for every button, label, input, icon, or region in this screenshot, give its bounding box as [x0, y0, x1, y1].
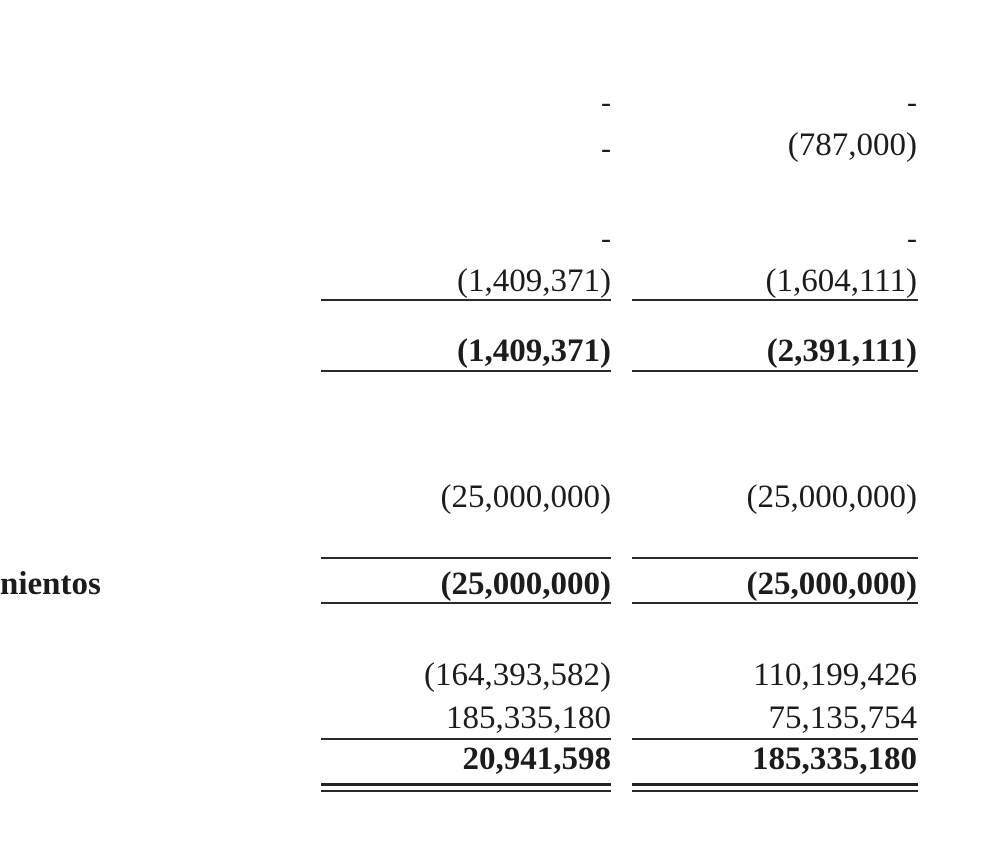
value-cell-col1: 185,335,180 [446, 700, 611, 736]
overline-rule [632, 557, 918, 559]
subtotal-cell-col1: (1,409,371) [457, 333, 611, 369]
subtotal-cell-col1: (25,000,000) [440, 566, 611, 602]
underline-rule [321, 602, 611, 604]
underline-rule [321, 299, 611, 301]
dash-cell-col1: - [601, 86, 611, 119]
total-cell-col2: 185,335,180 [752, 741, 917, 777]
subtotal-cell-col2: (25,000,000) [746, 566, 917, 602]
dash-cell-col1: - [601, 132, 611, 165]
value-cell-col1: (164,393,582) [424, 657, 611, 693]
dash-cell-col1: - [601, 222, 611, 255]
underline-rule [321, 370, 611, 372]
double-underline-rule [632, 783, 918, 786]
underline-rule [632, 602, 918, 604]
double-underline-rule [321, 783, 611, 786]
dash-cell-col2: - [907, 222, 917, 255]
value-cell-col1: (25,000,000) [440, 479, 611, 515]
value-cell-col2: 75,135,754 [768, 700, 917, 736]
value-cell-col2: 110,199,426 [753, 657, 917, 693]
value-cell-col2: (25,000,000) [746, 479, 917, 515]
underline-rule [632, 299, 918, 301]
double-underline-rule [632, 790, 918, 792]
dash-cell-col2: - [907, 86, 917, 119]
total-cell-col1: 20,941,598 [462, 741, 611, 777]
value-cell-col2: (787,000) [787, 127, 917, 163]
value-cell-col1: (1,409,371) [457, 263, 611, 299]
double-underline-rule [321, 790, 611, 792]
row-label: nientos [0, 566, 101, 602]
underline-rule [632, 370, 918, 372]
value-cell-col2: (1,604,111) [765, 263, 917, 299]
overline-rule [321, 557, 611, 559]
subtotal-cell-col2: (2,391,111) [766, 333, 917, 369]
